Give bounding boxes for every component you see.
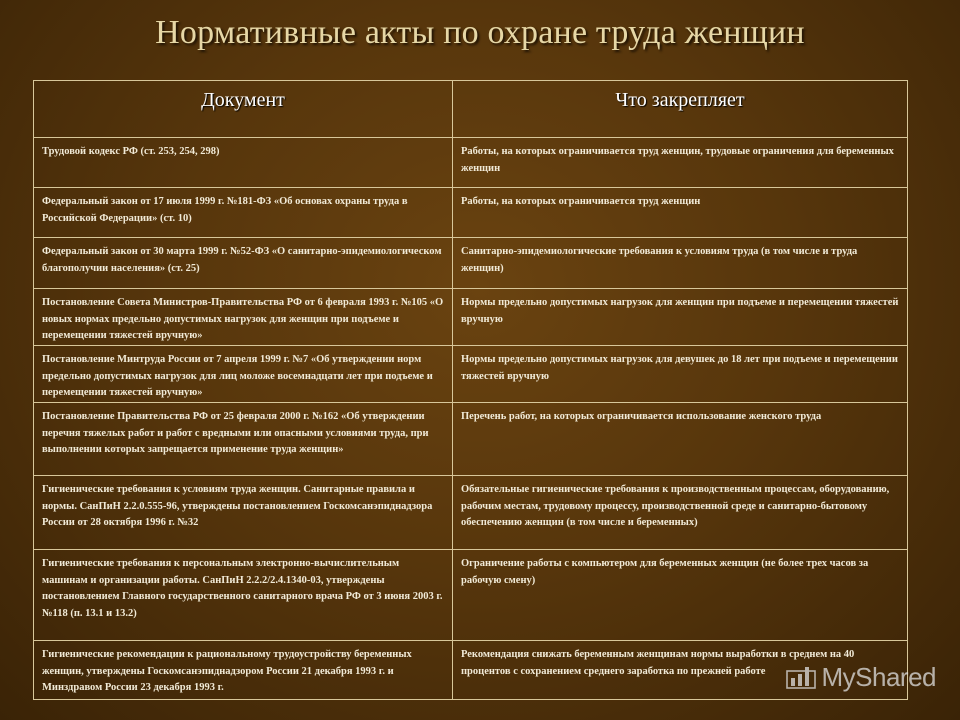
table-row: [34, 188, 908, 238]
document-cell: Постановление Минтруда России от 7 апреля 1999 г. №7 «Об утверждении норм предельно допустимых нагрузок для лиц моложе восемнадцати лет при подъеме и перемещении тяжестей вручную»: [34, 346, 453, 403]
document-cell: Федеральный закон от 30 марта 1999 г. №52-ФЗ «О санитарно-эпидемиологическом благополучии населения» (ст. 25): [34, 238, 453, 289]
table-row: [34, 346, 908, 403]
header-what-it-regulates: Что закрепляет: [453, 81, 908, 138]
regulates-cell: Рекомендация снижать беременным женщинам нормы выработки в среднем на 40 процентов с сохранением среднего заработка по прежней работе: [453, 641, 908, 700]
regulates-cell: Нормы предельно допустимых нагрузок для женщин при подъеме и перемещении тяжестей вручную: [453, 289, 908, 346]
regulates-cell: Нормы предельно допустимых нагрузок для девушек до 18 лет при подъеме и перемещении тяжестей вручную: [453, 346, 908, 403]
table-row: [34, 238, 908, 289]
document-cell: Гигиенические рекомендации к рациональному трудоустройству беременных женщин, утверждены Госкомсанэпиднадзором России 21 декабря 1993 г. и Минздравом России 23 декабря 1993 г.: [34, 641, 453, 700]
regulates-cell: Обязательные гигиенические требования к производственным процессам, оборудованию, рабочим местам, трудовому процессу, производственной среде и санитарно-бытовому обеспечению женщин (в том числе и беременных): [453, 476, 908, 550]
table-row: [34, 403, 908, 476]
regulates-cell: Ограничение работы с компьютером для беременных женщин (не более трех часов за рабочую смену): [453, 550, 908, 641]
table-row: [34, 476, 908, 550]
document-cell: Постановление Правительства РФ от 25 февраля 2000 г. №162 «Об утверждении перечня тяжелых работ и работ с вредными или опасными условиями труда, при выполнении которых запрещается применение труда женщин»: [34, 403, 453, 476]
document-cell: Гигиенические требования к условиям труда женщин. Санитарные правила и нормы. СанПиН 2.2.0.555-96, утверждены постановлением Госкомсанэпиднадзора России от 28 октября 1996 г. №32: [34, 476, 453, 550]
slide-title: Нормативные акты по охране труда женщин: [155, 14, 805, 51]
regulates-cell: Работы, на которых ограничивается труд женщин: [453, 188, 908, 238]
regulates-cell: Перечень работ, на которых ограничивается использование женского труда: [453, 403, 908, 476]
bar-chart-icon: [786, 661, 816, 694]
normative-acts-table: [33, 80, 908, 700]
table-header-row: [34, 81, 908, 138]
watermark-text: MyShared: [821, 661, 936, 692]
document-cell: Гигиенические требования к персональным электронно-вычислительным машинам и организации работы. СанПиН 2.2.2/2.4.1340-03, утверждены постановлением Главного государственного санитарного врача РФ от 3 июня 2003 г. №118 (п. 13.1 и 13.2): [34, 550, 453, 641]
document-cell: Федеральный закон от 17 июля 1999 г. №181-ФЗ «Об основах охраны труда в Российской Федерации» (ст. 10): [34, 188, 453, 238]
regulates-cell: Работы, на которых ограничивается труд женщин, трудовые ограничения для беременных женщин: [453, 138, 908, 188]
myshared-watermark: [786, 662, 937, 692]
document-cell: Трудовой кодекс РФ (ст. 253, 254, 298): [34, 138, 453, 188]
document-cell: Постановление Совета Министров-Правительства РФ от 6 февраля 1993 г. №105 «О новых нормах предельно допустимых нагрузок для женщин при подъеме и перемещении тяжестей вручную»: [34, 289, 453, 346]
table-row: [34, 550, 908, 641]
regulates-cell: Санитарно-эпидемиологические требования к условиям труда (в том числе и труда женщин): [453, 238, 908, 289]
header-document: Документ: [34, 81, 453, 138]
table-row: [34, 289, 908, 346]
table-row: [34, 138, 908, 188]
table-row: [34, 641, 908, 700]
